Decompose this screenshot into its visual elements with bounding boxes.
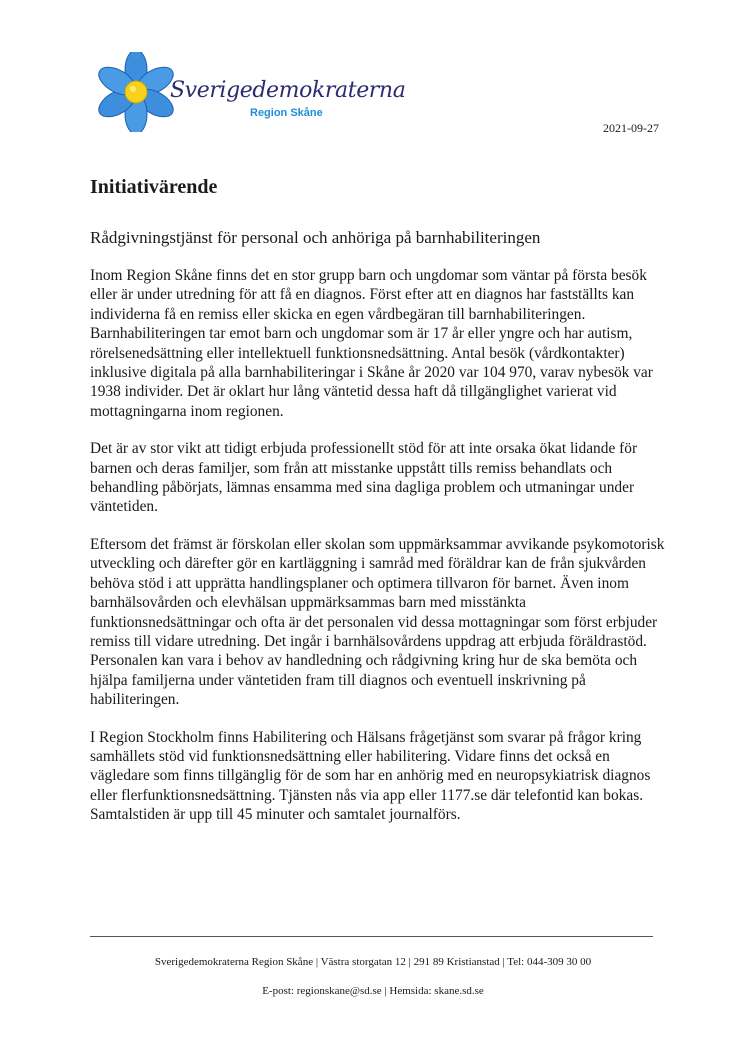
body-paragraph: Inom Region Skåne finns det en stor grupp barn och ungdomar som väntar på första besök eller är under utredning för att få en diagnos. Först efter att en diagnos har fastställts kan individerna få en remiss eller skicka en egen vårdbegäran till barnhabiliteringen. Barnhabiliteringen tar emot barn och ungdomar som är 17 år eller yngre och har autism, rörelsenedsättning eller intellektuell funktionsnedsättning. Antal besök (vårdkontakter) inklusive digitala på alla barnhabiliteringar i Skåne år 2020 var 104 970, varav nybesök var 1938 individer. Det är oklart hur lång väntetid dessa haft då tillgänglighet varierat vid mottagningarna inom regionen. [90,267,653,420]
logo-region: Region Skåne [250,107,323,119]
body-paragraph: Eftersom det främst är förskolan eller skolan som uppmärksammar avvikande psykomotorisk utveckling och därefter gör en kartläggning i samråd med föräldrar kan de från sjukvården behöva stöd i att upprätta handlingsplaner och optimera tillvaron för barnet. Även inom barnhälsovården och elevhälsan uppmärksammas barn med misstänkta funktionsnedsättningar och ofta är det personalen vid dessa mottagningar som först erbjuder remiss till vidare utredning. Det ingår i barnhälsovårdens uppdrag att erbjuda föräldrastöd. Personalen kan vara i behov av handledning och rådgivning kring hur de ska bemöta och hjälpa familjerna under väntetiden fram till diagnos och eventuell inskrivning på habiliteringen. [90,535,665,709]
footer-divider [90,936,653,937]
logo [96,52,406,132]
document-subtitle: Rådgivningstjänst för personal och anhöriga på barnhabiliteringen [90,228,541,247]
footer-contact: E-post: regionskane@sd.se | Hemsida: skane.sd.se [262,985,484,997]
logo-name: Sverigedemokraterna [170,78,406,103]
document-body [90,266,670,843]
anemone-flower-icon [96,52,176,132]
body-paragraph: I Region Stockholm finns Habilitering och Hälsans frågetjänst som svarar på frågor kring samhällets stöd vid funktionsnedsättning eller habilitering. Vidare finns det också en vägledare som finns tillgänglig för de som har en anhörig med en neuropsykiatrisk diagnos eller flerfunktionsnedsättning. Tjänsten nås via app eller 1177.se där telefontid kan bokas. Samtalstiden är upp till 45 minuter och samtalet journalförs. [90,728,651,824]
document-date: 2021-09-27 [603,121,659,135]
footer-address: Sverigedemokraterna Region Skåne | Västra storgatan 12 | 291 89 Kristianstad | Tel: 044-309 30 00 [154,956,592,968]
document-title: Initiativärende [90,176,218,198]
body-paragraph: Det är av stor vikt att tidigt erbjuda professionellt stöd för att inte orsaka ökat lidande för barnen och deras familjer, som från att misstanke uppstått tills remiss behandlats och behandling påbörjats, lämnas ensamma med sina dagliga problem och utmaningar under väntetiden. [90,440,638,516]
